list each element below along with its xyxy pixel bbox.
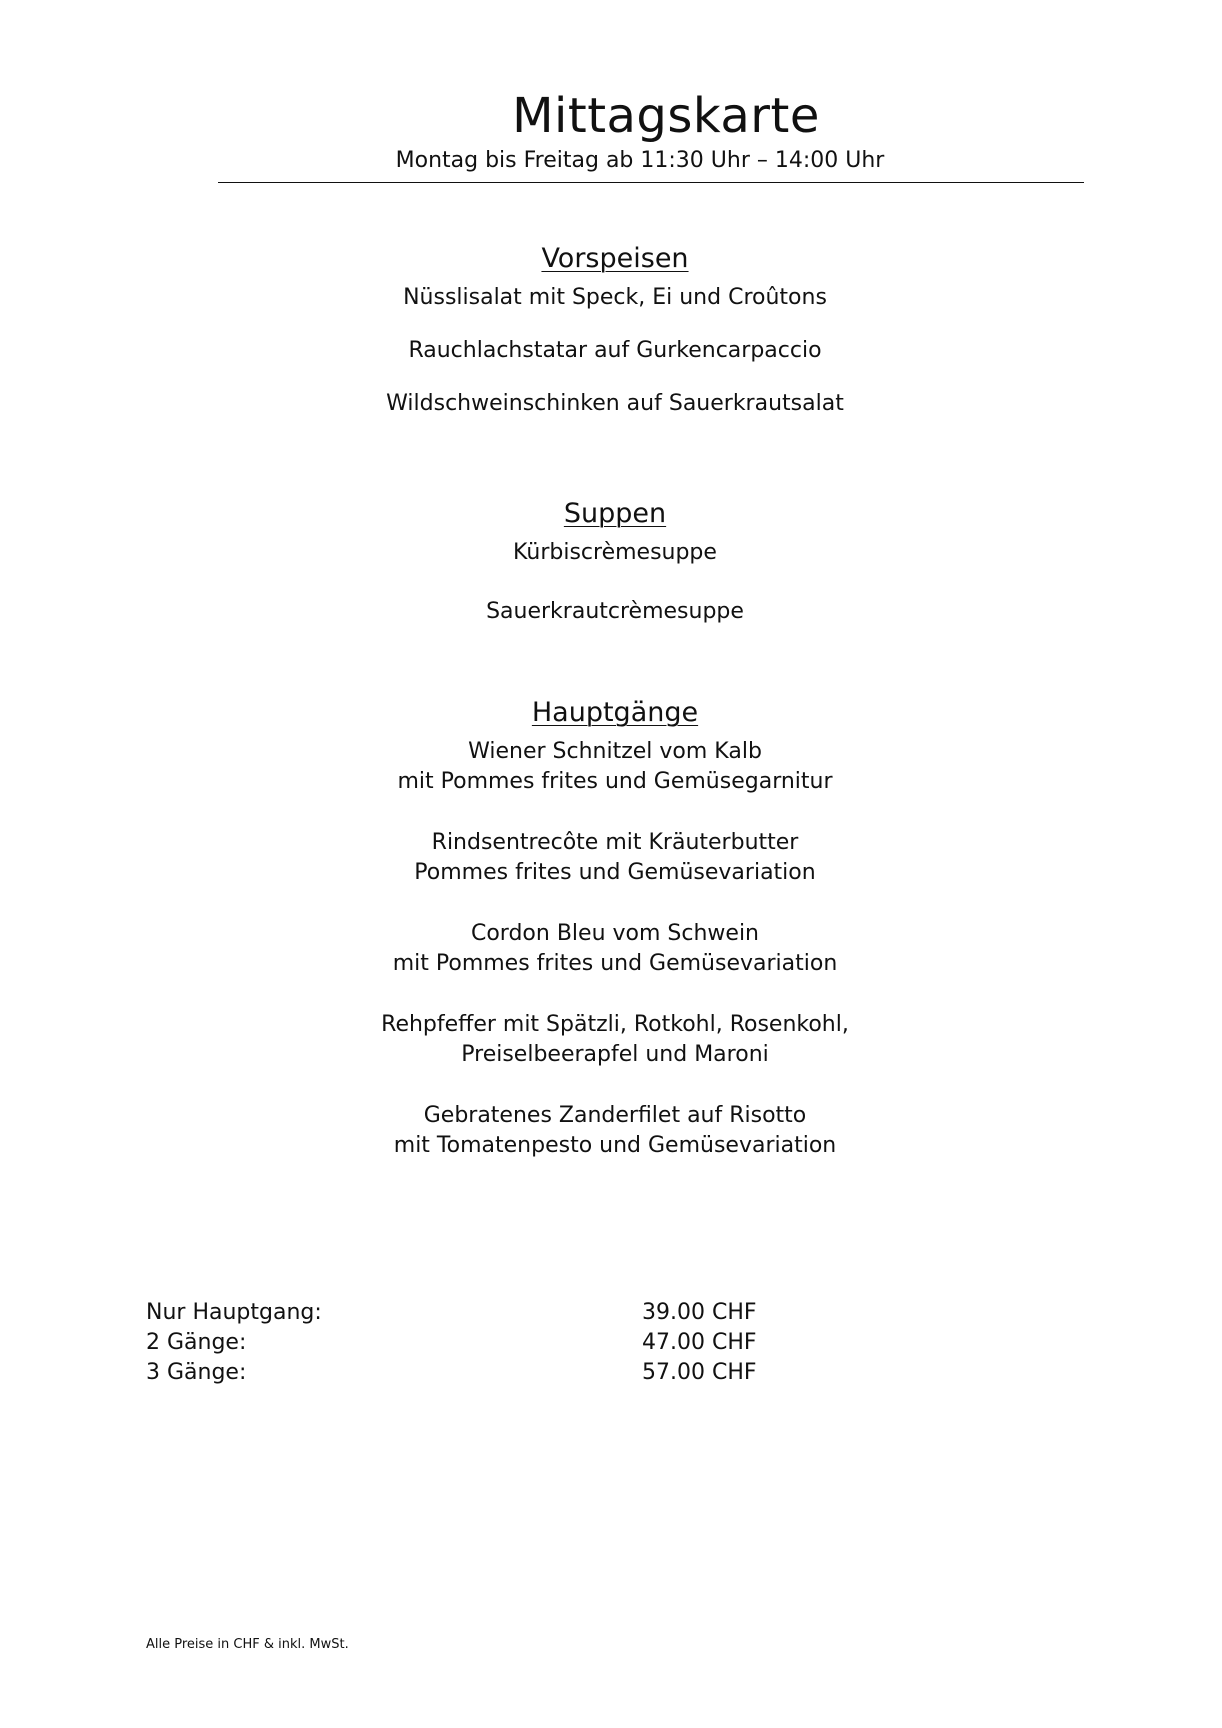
menu-item [315,389,915,419]
menu-item-line: Pommes frites und Gemüsevariation [414,860,816,885]
section-vorspeisen [315,242,915,419]
menu-header [218,88,1084,183]
menu-item-line: Wildschweinschinken auf Sauerkrautsalat [386,391,844,416]
menu-item [315,1101,915,1161]
menu-item [315,336,915,366]
price-row [146,1298,846,1328]
price-value: 39.00 CHF [642,1300,757,1325]
section-heading: Hauptgänge [531,697,699,728]
opening-hours: Montag bis Freitag ab 11:30 Uhr – 14:00 Uhr [395,148,885,173]
menu-item-line: Cordon Bleu vom Schwein [470,921,759,946]
menu-item [315,1010,915,1070]
price-label: 2 Gänge: [146,1330,247,1355]
menu-item-line: Kürbiscrèmesuppe [513,540,717,565]
section-suppen [315,497,915,627]
menu-item-line: Wiener Schnitzel vom Kalb [468,739,762,764]
page-title: Mittagskarte [512,88,820,144]
menu-item [315,538,915,568]
menu-item-line: Rehpfeffer mit Spätzli, Rotkohl, Rosenkohl, [381,1012,849,1037]
section-heading: Vorspeisen [541,243,689,274]
price-row [146,1328,846,1358]
menu-item-line: Sauerkrautcrèmesuppe [486,599,744,624]
price-value: 47.00 CHF [642,1330,757,1355]
price-footnote: Alle Preise in CHF & inkl. MwSt. [146,1637,349,1652]
menu-item-line: mit Pommes frites und Gemüsevariation [392,951,838,976]
price-label: Nur Hauptgang: [146,1300,322,1325]
menu-item [315,283,915,313]
menu-item-line: Nüsslisalat mit Speck, Ei und Croûtons [403,285,827,310]
menu-item-line: Rindsentrecôte mit Kräuterbutter [431,830,799,855]
menu-item [315,737,915,797]
section-heading: Suppen [563,498,667,529]
price-row [146,1358,846,1388]
price-label: 3 Gänge: [146,1360,247,1385]
menu-item-line: mit Pommes frites und Gemüsegarnitur [397,769,833,794]
menu-item-line: Gebratenes Zanderfilet auf Risotto [423,1103,807,1128]
menu-item-line: Rauchlachstatar auf Gurkencarpaccio [408,338,822,363]
menu-item [315,919,915,979]
section-hauptgaenge [315,696,915,1161]
menu-item [315,597,915,627]
menu-item [315,828,915,888]
price-value: 57.00 CHF [642,1360,757,1385]
menu-item-line: Preiselbeerapfel und Maroni [461,1042,769,1067]
price-list [146,1298,846,1388]
menu-item-line: mit Tomatenpesto und Gemüsevariation [393,1133,837,1158]
